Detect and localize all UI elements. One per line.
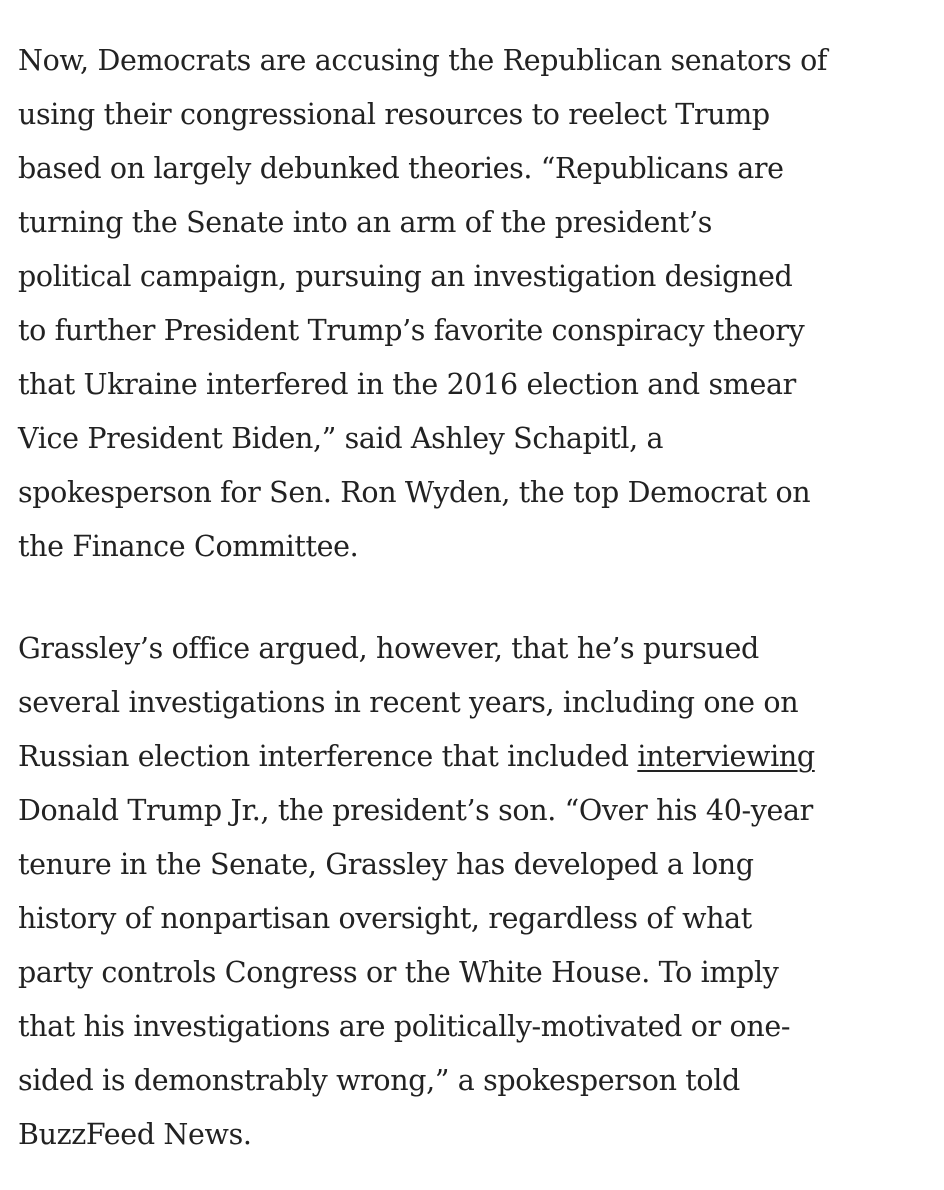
interviewing-link[interactable]: interviewing <box>637 740 815 773</box>
link-line-prefix: Russian election interference that included <box>18 740 638 773</box>
paragraph-1 <box>18 34 930 574</box>
text-line: sided is demonstrably wrong,” a spokesperson told <box>18 1064 740 1097</box>
text-line-with-link <box>18 730 930 784</box>
text-line: spokesperson for Sen. Ron Wyden, the top Democrat on <box>18 476 811 509</box>
text-line: Grassley’s office argued, however, that he’s pursued <box>18 632 759 665</box>
text-line: Donald Trump Jr., the president’s son. “Over his 40-year <box>18 794 813 827</box>
text-line: Vice President Biden,” said Ashley Schapitl, a <box>18 422 664 455</box>
text-line: turning the Senate into an arm of the president’s <box>18 206 713 239</box>
text-line: history of nonpartisan oversight, regardless of what <box>18 902 752 935</box>
text-line: Now, Democrats are accusing the Republican senators of <box>18 44 828 77</box>
text-line: to further President Trump’s favorite conspiracy theory <box>18 314 805 347</box>
text-line: that his investigations are politically-motivated or one- <box>18 1010 791 1043</box>
text-line: BuzzFeed News. <box>18 1118 252 1151</box>
text-line: tenure in the Senate, Grassley has developed a long <box>18 848 754 881</box>
text-line: several investigations in recent years, including one on <box>18 686 799 719</box>
paragraph-2 <box>18 622 930 1162</box>
text-line: party controls Congress or the White House. To imply <box>18 956 779 989</box>
text-line: based on largely debunked theories. “Republicans are <box>18 152 784 185</box>
text-line: the Finance Committee. <box>18 530 359 563</box>
text-line: political campaign, pursuing an investigation designed <box>18 260 793 293</box>
text-line: that Ukraine interfered in the 2016 election and smear <box>18 368 796 401</box>
article-body <box>18 34 930 1162</box>
text-line: using their congressional resources to reelect Trump <box>18 98 770 131</box>
